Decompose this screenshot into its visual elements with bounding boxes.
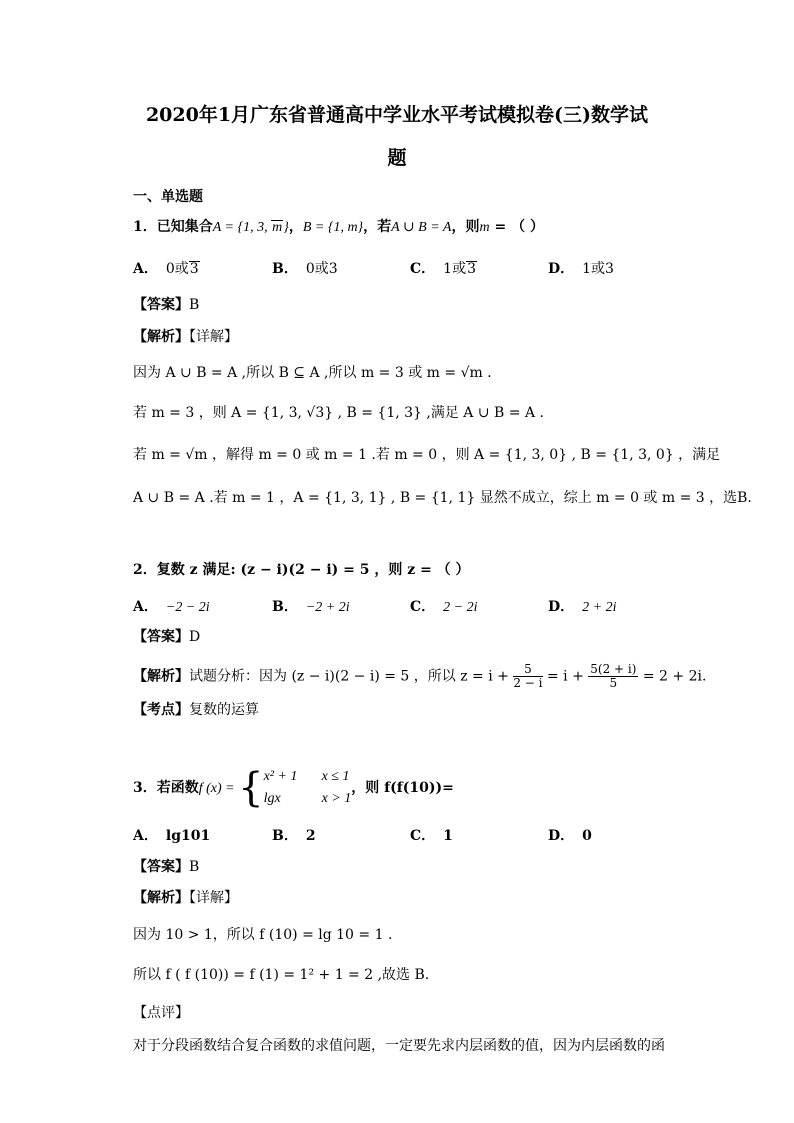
q2-point-tag: 【考点】 xyxy=(133,702,189,718)
q1-stem-c: ，若 xyxy=(363,219,392,235)
q2-number: 2． xyxy=(133,562,157,578)
q3-option-d-label: D． xyxy=(548,828,575,844)
q2-answer-value: D xyxy=(189,629,201,645)
q1-var: m xyxy=(479,220,490,235)
q1-stem-e: = （ ） xyxy=(489,219,544,235)
q2-option-a xyxy=(133,597,210,618)
q1-option-b xyxy=(272,259,338,279)
q1-option-a-label: A． xyxy=(133,261,158,277)
q2-option-b-text: −2 + 2i xyxy=(305,600,350,615)
q2-point xyxy=(133,700,259,720)
q1-option-b-text: 0或3 xyxy=(305,261,338,277)
q1-cond: A ∪ B = A xyxy=(391,220,452,235)
q2-option-d-label: D． xyxy=(548,599,575,615)
q3-option-a-text: lg101 xyxy=(165,828,211,844)
q2-fraction-2 xyxy=(588,663,638,690)
q3-answer-value: B xyxy=(189,859,200,875)
q3-piece-1 xyxy=(264,766,352,788)
q2-option-c xyxy=(410,597,478,618)
q3-review-text: 对于分段函数结合复合函数的求值问题，一定要先求内层函数的值，因为内层函数的函 xyxy=(133,1038,665,1054)
q1-stem-b: ， xyxy=(288,219,303,235)
q2-answer xyxy=(133,627,200,647)
q3-option-b xyxy=(272,826,316,846)
q1-option-c-sqrt: 3 xyxy=(467,261,476,277)
q3-option-a-label: A． xyxy=(133,828,158,844)
q3-piece2-cond: x > 1 xyxy=(321,791,352,806)
section-heading: 一、单选题 xyxy=(133,189,203,205)
q3-piecewise xyxy=(264,766,352,810)
q3-piece1-cond: x ≤ 1 xyxy=(321,769,350,784)
q1-option-a-sqrt: 3 xyxy=(189,261,199,277)
q1-analysis-line-3: 若 m = √m ，解得 m = 0 或 m = 1 .若 m = 0 ，则 A = {1, 3, 0} , B = {1, 3, 0} ，满足 xyxy=(133,447,721,463)
q1-option-b-label: B． xyxy=(272,261,298,277)
q1-stem-d: ，则 xyxy=(451,219,480,235)
q2-option-a-label: A． xyxy=(133,599,158,615)
q2-frac1-den: 2 − i xyxy=(513,676,543,690)
q3-option-c-text: 1 xyxy=(443,828,453,844)
q3-stem xyxy=(133,766,454,811)
q1-option-a xyxy=(133,259,200,279)
q1-analysis-tag: 【解析】 xyxy=(133,329,189,345)
q2-analysis-c: = 2 + 2i. xyxy=(638,668,707,685)
page-title-line2: 题 xyxy=(387,147,407,169)
q1-set-b: B = {1, m} xyxy=(302,220,364,235)
q1-analysis-line-2: 若 m = 3 ，则 A = {1, 3, √3} , B = {1, 3} ,满足 A ∪ B = A . xyxy=(133,405,544,421)
q3-option-c xyxy=(410,826,453,846)
q1-option-c xyxy=(410,259,477,279)
q3-stem-a: 若函数 xyxy=(156,780,199,796)
q1-set-a-open: A = {1, 3, xyxy=(212,220,272,235)
q3-answer-tag: 【答案】 xyxy=(133,859,189,875)
q3-option-c-label: C． xyxy=(410,828,436,844)
q2-option-d-text: 2 + 2i xyxy=(582,600,617,615)
q3-analysis-tag: 【解析】 xyxy=(133,890,189,906)
q3-review-tag: 【点评】 xyxy=(133,1005,189,1021)
q1-stem xyxy=(133,217,544,238)
q1-set-a-close: } xyxy=(283,220,289,235)
q3-analysis-head xyxy=(133,888,238,908)
q3-piece2-expr: lgx xyxy=(263,791,281,806)
q3-analysis-sub: 【详解】 xyxy=(189,890,238,906)
q2-option-c-label: C． xyxy=(410,599,436,615)
q3-analysis-line-2: 所以 f ( f (10)) = f (1) = 1² + 1 = 2 ,故选 B. xyxy=(133,967,430,983)
q3-option-a xyxy=(133,826,210,846)
q1-number: 1． xyxy=(133,219,157,235)
q2-stem-text: 复数 z 满足: (z − i)(2 − i) = 5 ，则 z = （ ） xyxy=(156,562,470,578)
q1-sqrt-m: m xyxy=(272,220,283,235)
q3-option-d xyxy=(548,826,592,846)
q2-analysis-a: 试题分析：因为 (z − i)(2 − i) = 5 ，所以 z = i + xyxy=(189,668,514,685)
q2-fraction-1 xyxy=(513,663,542,690)
q3-stem-b: ，则 f(f(10))= xyxy=(351,780,454,796)
q3-answer xyxy=(133,857,199,877)
q1-analysis-sub: 【详解】 xyxy=(189,329,238,345)
q3-number: 3． xyxy=(133,780,157,796)
q2-option-b-label: B． xyxy=(272,599,298,615)
q1-analysis-line-1: 因为 A ∪ B = A ,所以 B ⊆ A ,所以 m = 3 或 m = √m . xyxy=(133,365,492,381)
q3-brace: { xyxy=(238,765,264,811)
q2-option-b xyxy=(272,597,350,618)
q1-option-a-text: 0或 xyxy=(165,261,189,277)
q1-answer-tag: 【答案】 xyxy=(133,297,189,313)
q1-answer xyxy=(133,295,199,315)
q3-piece-2 xyxy=(264,788,352,810)
q1-option-c-text: 1或 xyxy=(443,261,467,277)
q1-option-d-label: D． xyxy=(548,261,575,277)
q1-option-d xyxy=(548,259,614,279)
q1-analysis-head xyxy=(133,327,238,347)
q3-option-d-text: 0 xyxy=(582,828,592,844)
q2-option-d xyxy=(548,597,616,618)
q2-option-a-text: −2 − 2i xyxy=(165,600,210,615)
q1-option-c-label: C． xyxy=(410,261,436,277)
q2-frac2-den: 5 xyxy=(609,676,618,690)
q2-point-text: 复数的运算 xyxy=(189,702,259,718)
q1-set-a xyxy=(213,220,289,235)
q1-stem-a: 已知集合 xyxy=(156,219,213,235)
q2-option-c-text: 2 − 2i xyxy=(443,600,478,615)
page-title-line1: 2020年1月广东省普通高中学业水平考试模拟卷(三)数学试 xyxy=(145,104,649,126)
q2-analysis-b: = i + xyxy=(542,668,589,685)
q3-piece1-expr: x² + 1 xyxy=(263,769,298,784)
q2-answer-tag: 【答案】 xyxy=(133,629,189,645)
q2-frac1-num: 5 xyxy=(513,663,542,677)
q3-option-b-label: B． xyxy=(272,828,298,844)
q2-frac2-num: 5(2 + i) xyxy=(590,662,637,676)
q1-analysis-line-4: A ∪ B = A .若 m = 1 ，A = {1, 3, 1} , B = {1, 1} 显然不成立，综上 m = 0 或 m = 3 ，选B. xyxy=(133,490,752,506)
q1-answer-value: B xyxy=(189,297,200,313)
q3-fx: f (x) = xyxy=(198,781,239,796)
q3-option-b-text: 2 xyxy=(305,828,316,844)
q2-analysis xyxy=(133,663,706,690)
q3-analysis-line-1: 因为 10 > 1，所以 f (10) = lg 10 = 1 . xyxy=(133,927,393,943)
q2-analysis-tag: 【解析】 xyxy=(133,668,189,685)
q1-option-d-text: 1或3 xyxy=(582,261,614,277)
q2-stem xyxy=(133,560,470,580)
